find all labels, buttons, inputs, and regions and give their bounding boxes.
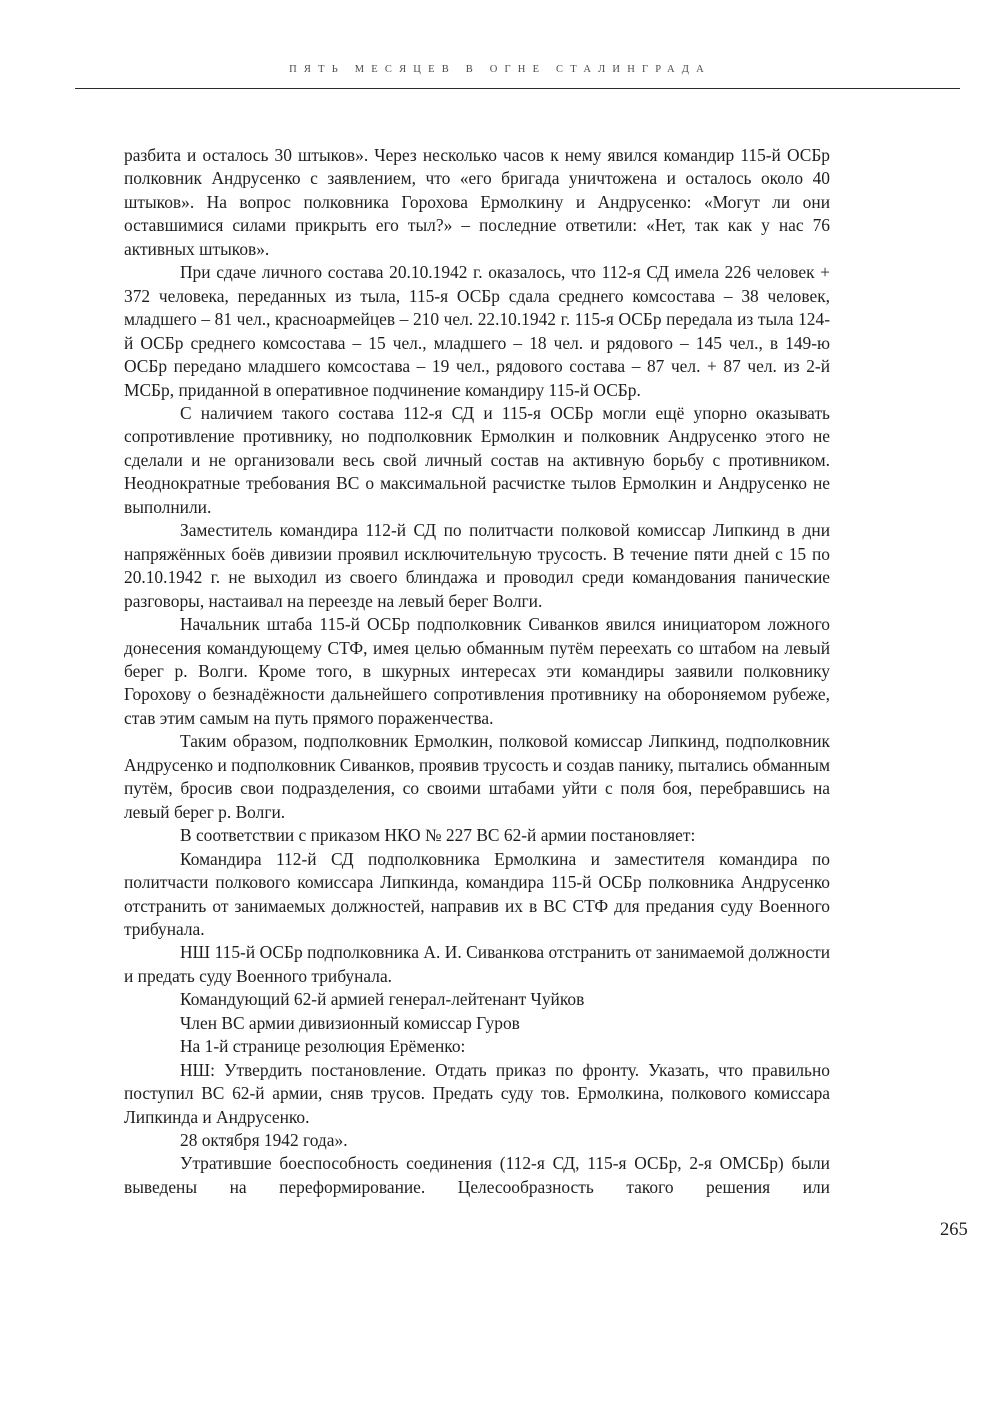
date-line: 28 октября 1942 года». [180,1130,348,1151]
page-number: 265 [940,1220,968,1240]
paragraph: НШ: Утвердить постановление. Отдать приказ по фронту. Указать, что правильно поступил ВС 62-й армии, сняв трусов. Предать суду тов. Ермолкина, полкового комиссара Липкинда и Андрусенко. [124,1059,830,1127]
paragraph: Заместитель командира 112-й СД по политчасти полковой комиссар Липкинд в дни напряжённых боёв дивизии проявил исключительную трусость. В течение пяти дней с 15 по 20.10.1942 г. не выходил из своего блиндажа и проводил среди командования панические разговоры, настаивал на переезде на левый берег Волги. [124,520,830,611]
paragraph: В соответствии с приказом НКО № 227 ВС 62-й армии постановляет: [180,825,696,846]
body-text [124,144,830,1199]
paragraph: На 1-й странице резолюция Ерёменко: [180,1036,466,1057]
paragraph: Начальник штаба 115-й ОСБр подполковник Сиванков явился инициатором ложного донесения командующему СТФ, имея целью обманным путём переехать со штабом на левый берег р. Волги. Кроме того, в шкурных интересах эти командиры заявили полковнику Горохову о безнадёжности дальнейшего сопротивления противнику на обороняемом рубеже, став этим самым на путь прямого пораженчества. [124,614,830,728]
paragraph: С наличием такого состава 112-я СД и 115-я ОСБр могли ещё упорно оказывать сопротивление противнику, но подполковник Ермолкин и полковник Андрусенко этого не сделали и не организовали весь свой личный состав на активную борьбу с противником. Неоднократные требования ВС о максимальной расчистке тылов Ермолкин и Андрусенко не выполнили. [124,402,830,517]
header-rule [75,88,960,89]
signature-line: Командующий 62-й армией генерал-лейтенант Чуйков [180,989,585,1010]
paragraph: При сдаче личного состава 20.10.1942 г. оказалось, что 112-я СД имела 226 человек + 372 человека, переданных из тыла, 115-я ОСБр сдала среднего комсостава – 38 человек, младшего – 81 чел., красноармейцев – 210 чел. 22.10.1942 г. 115-я ОСБр передала из тыла 124-й ОСБр среднего комсостава – 15 чел., младшего – 18 чел. и рядового – 145 чел., в 149-ю ОСБр передано младшего комсостава – 19 чел., рядового состава – 87 чел. + 87 чел. из 2-й МСБр, приданной в оперативное подчинение командиру 115-й ОСБр. [124,262,830,400]
paragraph: Утратившие боеспособность соединения (112-я СД, 115-я ОСБр, 2-я ОМСБр) были выведены на переформирование. Целесообразность такого решения или [124,1153,830,1197]
running-header-title: ПЯТЬ МЕСЯЦЕВ В ОГНЕ СТАЛИНГРАДА [289,64,711,75]
paragraph: Командира 112-й СД подполковника Ермолкина и заместителя командира по политчасти полкового комиссара Липкинда, командира 115-й ОСБр полковника Андрусенко отстранить от занимаемых должностей, направив их в ВС СТФ для предания суду Военного трибунала. [124,848,830,939]
paragraph: Таким образом, подполковник Ермолкин, полковой комиссар Липкинд, подполковник Андрусенко и подполковник Сиванков, проявив трусость и создав панику, пытались обманным путём, бросив свои подразделения, со своими штабами уйти с поля боя, перебравшись на левый берег р. Волги. [124,731,830,822]
paragraph: НШ 115-й ОСБр подполковника А. И. Сиванкова отстранить от занимаемой должности и предать суду Военного трибунала. [124,942,830,986]
signature-line: Член ВС армии дивизионный комиссар Гуров [180,1012,520,1033]
paragraph: разбита и осталось 30 штыков». Через несколько часов к нему явился командир 115-й ОСБр полковник Андрусенко с заявлением, что «его бригада уничтожена и осталось около 40 штыков». На вопрос полковника Горохова Ермолкину и Андрусенко: «Могут ли они оставшимися силами прикрыть его тыл?» – последние ответили: «Нет, так как у нас 76 активных штыков». [124,145,830,259]
